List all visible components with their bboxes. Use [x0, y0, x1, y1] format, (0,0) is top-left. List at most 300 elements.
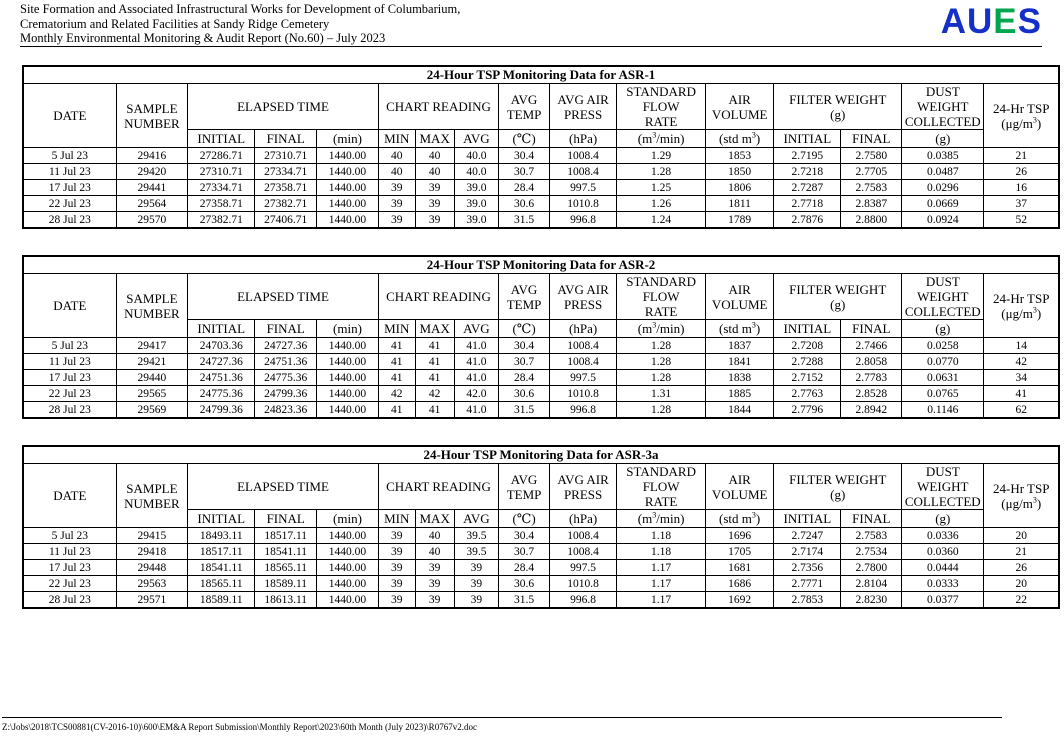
- sub-header-min: MIN: [378, 510, 415, 528]
- header-text: FILTER WEIGHT: [789, 91, 887, 107]
- filter-initial-cell: 2.7796: [774, 402, 841, 419]
- filter-initial-cell: 2.7195: [774, 148, 841, 164]
- chart-min-cell: 39: [378, 592, 415, 609]
- filter-final-cell: 2.8387: [841, 196, 902, 212]
- elapsed-final-cell: 18613.11: [255, 592, 317, 609]
- air-volume-cell: 1705: [706, 544, 774, 560]
- chart-avg-cell: 39.0: [454, 212, 498, 229]
- header-text: TEMP: [506, 106, 542, 122]
- tsp-value-cell: 16: [984, 180, 1059, 196]
- header-text: AIR: [728, 91, 751, 107]
- col-header-standard-flow-rate: [617, 464, 706, 510]
- sub-header-max: MAX: [415, 130, 454, 148]
- filter-final-cell: 2.8800: [841, 212, 902, 229]
- avg-press-cell: 1008.4: [550, 338, 617, 354]
- col-header-filter-weight: [774, 84, 902, 130]
- elapsed-minutes-cell: 1440.00: [317, 386, 379, 402]
- filter-initial-cell: 2.7218: [774, 164, 841, 180]
- sample-number-cell: 29416: [116, 148, 188, 164]
- elapsed-final-cell: 27406.71: [255, 212, 317, 229]
- chart-max-cell: 42: [415, 386, 454, 402]
- col-header-standard-flow-rate: [617, 84, 706, 130]
- elapsed-minutes-cell: 1440.00: [317, 370, 379, 386]
- filter-initial-cell: 2.7763: [774, 386, 841, 402]
- header-text: (g): [830, 106, 846, 122]
- header-text: COLLECTED: [904, 494, 981, 509]
- chart-min-cell: 39: [378, 196, 415, 212]
- sub-header-temp-unit: (℃): [499, 510, 550, 528]
- dust-weight-cell: 0.0669: [902, 196, 984, 212]
- file-path-footer: Z:\Jobs\2018\TCS00881(CV-2016-10)\600\EM&A Report Submission\Monthly Report\2023\60th Month (July 2023)\R0767v2.doc: [2, 722, 477, 732]
- col-header-sample-number: [116, 274, 188, 338]
- superscript: 3: [652, 130, 657, 140]
- chart-max-cell: 39: [415, 196, 454, 212]
- avg-press-cell: 1010.8: [550, 576, 617, 592]
- elapsed-final-cell: 27334.71: [255, 164, 317, 180]
- sub-header-flow-unit: [617, 320, 706, 338]
- aues-logo: [941, 2, 1042, 42]
- flow-rate-cell: 1.31: [617, 386, 706, 402]
- col-header-avg-air-press: [550, 274, 617, 320]
- header-text: 24-Hr TSP: [993, 480, 1050, 496]
- elapsed-initial-cell: 27310.71: [188, 164, 255, 180]
- sample-number-cell: 29421: [116, 354, 188, 370]
- sub-header-initial: INITIAL: [188, 130, 255, 148]
- tsp-value-cell: 37: [984, 196, 1059, 212]
- flow-rate-cell: 1.17: [617, 576, 706, 592]
- col-header-dust-weight: [902, 274, 984, 320]
- col-header-chart-reading: CHART READING: [378, 84, 498, 130]
- chart-max-cell: 41: [415, 354, 454, 370]
- filter-initial-cell: 2.7356: [774, 560, 841, 576]
- header-text: AVG AIR: [557, 91, 609, 107]
- tsp-value-cell: 26: [984, 164, 1059, 180]
- table-title: 24-Hour TSP Monitoring Data for ASR-1: [23, 66, 1059, 84]
- flow-rate-cell: 1.29: [617, 148, 706, 164]
- chart-min-cell: 39: [378, 576, 415, 592]
- sub-header-filter-final: FINAL: [841, 320, 902, 338]
- table-row: [23, 164, 1059, 180]
- filter-initial-cell: 2.7853: [774, 592, 841, 609]
- chart-max-cell: 39: [415, 592, 454, 609]
- sample-number-cell: 29441: [116, 180, 188, 196]
- filter-initial-cell: 2.7174: [774, 544, 841, 560]
- sub-header-minutes-unit: (min): [317, 510, 379, 528]
- elapsed-final-cell: 27382.71: [255, 196, 317, 212]
- avg-temp-cell: 30.4: [499, 338, 550, 354]
- header-line-3: Monthly Environmental Monitoring & Audit Report (No.60) – July 2023: [20, 31, 386, 45]
- dust-weight-cell: 0.0258: [902, 338, 984, 354]
- sub-header-temp-unit: (℃): [499, 130, 550, 148]
- header-text: AVG: [510, 281, 538, 297]
- sub-header-final: FINAL: [255, 130, 317, 148]
- col-header-avg-temp: [499, 274, 550, 320]
- unit-text: ): [755, 131, 761, 146]
- dust-weight-cell: 0.0444: [902, 560, 984, 576]
- superscript: 3: [1032, 305, 1037, 315]
- chart-avg-cell: 40.0: [454, 164, 498, 180]
- sub-header-filter-initial: INITIAL: [774, 510, 841, 528]
- tsp-value-cell: 62: [984, 402, 1059, 419]
- elapsed-final-cell: 24823.36: [255, 402, 317, 419]
- header-text: WEIGHT: [917, 289, 969, 304]
- avg-temp-cell: 30.4: [499, 148, 550, 164]
- header-row: [23, 464, 1059, 510]
- air-volume-cell: 1692: [706, 592, 774, 609]
- sample-number-cell: 29571: [116, 592, 188, 609]
- date-cell: 17 Jul 23: [23, 370, 116, 386]
- table-row: [23, 354, 1059, 370]
- avg-temp-cell: 31.5: [499, 592, 550, 609]
- header-text: DUST: [925, 274, 960, 289]
- sub-header-max: MAX: [415, 510, 454, 528]
- filter-final-cell: 2.7583: [841, 528, 902, 544]
- col-header-date: DATE: [23, 84, 116, 148]
- dust-weight-cell: 0.0765: [902, 386, 984, 402]
- col-header-elapsed-time: ELAPSED TIME: [188, 274, 379, 320]
- avg-temp-cell: 28.4: [499, 180, 550, 196]
- avg-temp-cell: 31.5: [499, 402, 550, 419]
- table-title-row: [23, 256, 1059, 274]
- chart-avg-cell: 39: [454, 576, 498, 592]
- filter-final-cell: 2.7583: [841, 180, 902, 196]
- unit-text: (m: [637, 511, 653, 526]
- chart-min-cell: 41: [378, 402, 415, 419]
- unit-text: (std m: [719, 511, 752, 526]
- sub-header-flow-unit: [617, 510, 706, 528]
- elapsed-final-cell: 27358.71: [255, 180, 317, 196]
- col-header-standard-flow-rate: [617, 274, 706, 320]
- tsp-value-cell: 14: [984, 338, 1059, 354]
- flow-rate-cell: 1.28: [617, 354, 706, 370]
- header-row: [23, 84, 1059, 130]
- chart-min-cell: 39: [378, 544, 415, 560]
- air-volume-cell: 1681: [706, 560, 774, 576]
- filter-initial-cell: 2.7247: [774, 528, 841, 544]
- sub-header-volume-unit: [706, 320, 774, 338]
- col-header-24hr-tsp: [984, 274, 1059, 338]
- sample-number-cell: 29420: [116, 164, 188, 180]
- sub-header-volume-unit: [706, 510, 774, 528]
- sub-header-minutes-unit: (min): [317, 130, 379, 148]
- chart-min-cell: 39: [378, 528, 415, 544]
- chart-max-cell: 41: [415, 402, 454, 419]
- elapsed-minutes-cell: 1440.00: [317, 560, 379, 576]
- avg-press-cell: 996.8: [550, 212, 617, 229]
- header-text: SAMPLE: [126, 100, 178, 116]
- chart-avg-cell: 39.0: [454, 180, 498, 196]
- avg-temp-cell: 30.6: [499, 386, 550, 402]
- tsp-value-cell: 26: [984, 560, 1059, 576]
- header-text: COLLECTED: [904, 114, 981, 129]
- elapsed-minutes-cell: 1440.00: [317, 338, 379, 354]
- superscript: 3: [751, 510, 756, 520]
- sample-number-cell: 29564: [116, 196, 188, 212]
- dust-weight-cell: 0.1146: [902, 402, 984, 419]
- col-header-chart-reading: CHART READING: [378, 274, 498, 320]
- col-header-elapsed-time: ELAPSED TIME: [188, 84, 379, 130]
- avg-press-cell: 996.8: [550, 402, 617, 419]
- flow-rate-cell: 1.28: [617, 402, 706, 419]
- air-volume-cell: 1885: [706, 386, 774, 402]
- chart-avg-cell: 41.0: [454, 370, 498, 386]
- elapsed-minutes-cell: 1440.00: [317, 576, 379, 592]
- elapsed-minutes-cell: 1440.00: [317, 354, 379, 370]
- chart-max-cell: 39: [415, 576, 454, 592]
- header-text: NUMBER: [124, 115, 180, 131]
- elapsed-final-cell: 18565.11: [255, 560, 317, 576]
- air-volume-cell: 1811: [706, 196, 774, 212]
- header-text: NUMBER: [124, 495, 180, 511]
- elapsed-minutes-cell: 1440.00: [317, 212, 379, 229]
- avg-temp-cell: 30.7: [499, 164, 550, 180]
- header-text: FILTER WEIGHT: [789, 471, 887, 487]
- avg-press-cell: 996.8: [550, 592, 617, 609]
- col-header-date: DATE: [23, 274, 116, 338]
- col-header-avg-air-press: [550, 464, 617, 510]
- date-cell: 5 Jul 23: [23, 528, 116, 544]
- header-text: RATE: [644, 494, 678, 509]
- col-header-air-volume: [706, 84, 774, 130]
- unit-text: (m: [637, 131, 653, 146]
- header-text: AVG AIR: [557, 471, 609, 487]
- filter-final-cell: 2.8104: [841, 576, 902, 592]
- header-text: 24-Hr TSP: [993, 100, 1050, 116]
- filter-initial-cell: 2.7876: [774, 212, 841, 229]
- col-header-air-volume: [706, 464, 774, 510]
- dust-weight-cell: 0.0360: [902, 544, 984, 560]
- header-text: AVG: [510, 471, 538, 487]
- air-volume-cell: 1841: [706, 354, 774, 370]
- dust-weight-cell: 0.0770: [902, 354, 984, 370]
- logo-text-part3: S: [1017, 2, 1042, 41]
- unit-text: /min): [656, 131, 685, 146]
- header-row: [23, 274, 1059, 320]
- col-header-sample-number: [116, 84, 188, 148]
- logo-text-part2: E: [993, 2, 1018, 41]
- table-row: [23, 196, 1059, 212]
- header-text: VOLUME: [711, 106, 768, 122]
- tsp-table-asr-1: [22, 65, 1060, 229]
- table-title: 24-Hour TSP Monitoring Data for ASR-3a: [23, 446, 1059, 464]
- elapsed-initial-cell: 18517.11: [188, 544, 255, 560]
- table-row: [23, 148, 1059, 164]
- sample-number-cell: 29415: [116, 528, 188, 544]
- table-title-row: [23, 66, 1059, 84]
- header-text: RATE: [644, 304, 678, 319]
- dust-weight-cell: 0.0385: [902, 148, 984, 164]
- flow-rate-cell: 1.17: [617, 560, 706, 576]
- avg-press-cell: 1008.4: [550, 528, 617, 544]
- sub-header-avg: AVG: [454, 510, 498, 528]
- sub-header-avg: AVG: [454, 320, 498, 338]
- chart-max-cell: 39: [415, 560, 454, 576]
- unit-text: ): [755, 511, 761, 526]
- chart-avg-cell: 39: [454, 592, 498, 609]
- elapsed-minutes-cell: 1440.00: [317, 196, 379, 212]
- header-text: AVG: [510, 91, 538, 107]
- tsp-value-cell: 42: [984, 354, 1059, 370]
- col-header-dust-weight: [902, 464, 984, 510]
- sub-header-dust-unit: (g): [902, 510, 984, 528]
- flow-rate-cell: 1.28: [617, 164, 706, 180]
- air-volume-cell: 1696: [706, 528, 774, 544]
- date-cell: 22 Jul 23: [23, 196, 116, 212]
- unit-text: /min): [656, 511, 685, 526]
- header-text: VOLUME: [711, 486, 768, 502]
- avg-press-cell: 1010.8: [550, 386, 617, 402]
- filter-initial-cell: 2.7771: [774, 576, 841, 592]
- avg-press-cell: 997.5: [550, 180, 617, 196]
- date-cell: 22 Jul 23: [23, 576, 116, 592]
- chart-min-cell: 42: [378, 386, 415, 402]
- filter-final-cell: 2.7580: [841, 148, 902, 164]
- chart-min-cell: 41: [378, 370, 415, 386]
- date-cell: 5 Jul 23: [23, 148, 116, 164]
- tsp-value-cell: 41: [984, 386, 1059, 402]
- sample-number-cell: 29440: [116, 370, 188, 386]
- header-text: NUMBER: [124, 305, 180, 321]
- sub-header-volume-unit: [706, 130, 774, 148]
- tsp-value-cell: 20: [984, 528, 1059, 544]
- elapsed-final-cell: 18517.11: [255, 528, 317, 544]
- date-cell: 17 Jul 23: [23, 560, 116, 576]
- flow-rate-cell: 1.25: [617, 180, 706, 196]
- header-text: PRESS: [563, 486, 603, 502]
- air-volume-cell: 1850: [706, 164, 774, 180]
- air-volume-cell: 1806: [706, 180, 774, 196]
- filter-final-cell: 2.7800: [841, 560, 902, 576]
- chart-max-cell: 40: [415, 148, 454, 164]
- elapsed-initial-cell: 27382.71: [188, 212, 255, 229]
- sub-header-temp-unit: (℃): [499, 320, 550, 338]
- date-cell: 28 Jul 23: [23, 212, 116, 229]
- header-text: FILTER WEIGHT: [789, 281, 887, 297]
- elapsed-initial-cell: 18493.11: [188, 528, 255, 544]
- col-header-dust-weight: [902, 84, 984, 130]
- sub-header-max: MAX: [415, 320, 454, 338]
- sub-header-dust-unit: (g): [902, 130, 984, 148]
- tsp-value-cell: 20: [984, 576, 1059, 592]
- col-header-date: DATE: [23, 464, 116, 528]
- col-header-elapsed-time: ELAPSED TIME: [188, 464, 379, 510]
- chart-min-cell: 41: [378, 338, 415, 354]
- header-text: AIR: [728, 471, 751, 487]
- footer-divider: [2, 717, 1002, 718]
- elapsed-final-cell: 27310.71: [255, 148, 317, 164]
- header-text: (μg/m: [1001, 495, 1033, 511]
- header-text: COLLECTED: [904, 304, 981, 319]
- unit-text: ): [755, 321, 761, 336]
- flow-rate-cell: 1.24: [617, 212, 706, 229]
- dust-weight-cell: 0.0377: [902, 592, 984, 609]
- header-text: PRESS: [563, 106, 603, 122]
- col-header-24hr-tsp: [984, 464, 1059, 528]
- filter-final-cell: 2.7466: [841, 338, 902, 354]
- header-text: FLOW: [642, 99, 680, 114]
- avg-press-cell: 1008.4: [550, 544, 617, 560]
- header-text: 24-Hr TSP: [993, 290, 1050, 306]
- header-text: AIR: [728, 281, 751, 297]
- header-text: PRESS: [563, 296, 603, 312]
- superscript: 3: [751, 320, 756, 330]
- col-header-24hr-tsp: [984, 84, 1059, 148]
- table-row: [23, 576, 1059, 592]
- chart-max-cell: 41: [415, 338, 454, 354]
- filter-initial-cell: 2.7287: [774, 180, 841, 196]
- elapsed-final-cell: 24775.36: [255, 370, 317, 386]
- header-text: TEMP: [506, 296, 542, 312]
- col-header-filter-weight: [774, 274, 902, 320]
- col-header-avg-air-press: [550, 84, 617, 130]
- superscript: 3: [652, 320, 657, 330]
- avg-temp-cell: 30.7: [499, 544, 550, 560]
- air-volume-cell: 1844: [706, 402, 774, 419]
- sample-number-cell: 29418: [116, 544, 188, 560]
- filter-final-cell: 2.8230: [841, 592, 902, 609]
- chart-avg-cell: 41.0: [454, 354, 498, 370]
- elapsed-minutes-cell: 1440.00: [317, 592, 379, 609]
- date-cell: 5 Jul 23: [23, 338, 116, 354]
- sample-number-cell: 29563: [116, 576, 188, 592]
- flow-rate-cell: 1.17: [617, 592, 706, 609]
- header-line-1: Site Formation and Associated Infrastructural Works for Development of Columbarium,: [20, 2, 461, 16]
- header-text: RATE: [644, 114, 678, 129]
- chart-max-cell: 39: [415, 180, 454, 196]
- avg-press-cell: 1008.4: [550, 164, 617, 180]
- avg-temp-cell: 30.7: [499, 354, 550, 370]
- chart-avg-cell: 39.5: [454, 528, 498, 544]
- filter-final-cell: 2.8058: [841, 354, 902, 370]
- flow-rate-cell: 1.18: [617, 544, 706, 560]
- chart-min-cell: 39: [378, 180, 415, 196]
- avg-temp-cell: 28.4: [499, 560, 550, 576]
- col-header-air-volume: [706, 274, 774, 320]
- superscript: 3: [751, 130, 756, 140]
- filter-initial-cell: 2.7288: [774, 354, 841, 370]
- air-volume-cell: 1686: [706, 576, 774, 592]
- dust-weight-cell: 0.0296: [902, 180, 984, 196]
- col-header-sample-number: [116, 464, 188, 528]
- flow-rate-cell: 1.18: [617, 528, 706, 544]
- sub-header-press-unit: (hPa): [550, 130, 617, 148]
- chart-avg-cell: 39.5: [454, 544, 498, 560]
- tsp-value-cell: 22: [984, 592, 1059, 609]
- flow-rate-cell: 1.26: [617, 196, 706, 212]
- header-text: SAMPLE: [126, 290, 178, 306]
- chart-max-cell: 41: [415, 370, 454, 386]
- elapsed-minutes-cell: 1440.00: [317, 544, 379, 560]
- date-cell: 17 Jul 23: [23, 180, 116, 196]
- table-row: [23, 212, 1059, 229]
- chart-max-cell: 39: [415, 212, 454, 229]
- avg-temp-cell: 28.4: [499, 370, 550, 386]
- sub-header-filter-initial: INITIAL: [774, 130, 841, 148]
- sub-header-initial: INITIAL: [188, 320, 255, 338]
- sub-header-min: MIN: [378, 130, 415, 148]
- chart-min-cell: 41: [378, 354, 415, 370]
- sub-header-filter-initial: INITIAL: [774, 320, 841, 338]
- avg-temp-cell: 31.5: [499, 212, 550, 229]
- table-row: [23, 592, 1059, 609]
- elapsed-minutes-cell: 1440.00: [317, 148, 379, 164]
- header-text: AVG AIR: [557, 281, 609, 297]
- header-text: WEIGHT: [917, 479, 969, 494]
- header-text: TEMP: [506, 486, 542, 502]
- elapsed-minutes-cell: 1440.00: [317, 164, 379, 180]
- superscript: 3: [1032, 495, 1037, 505]
- elapsed-initial-cell: 27334.71: [188, 180, 255, 196]
